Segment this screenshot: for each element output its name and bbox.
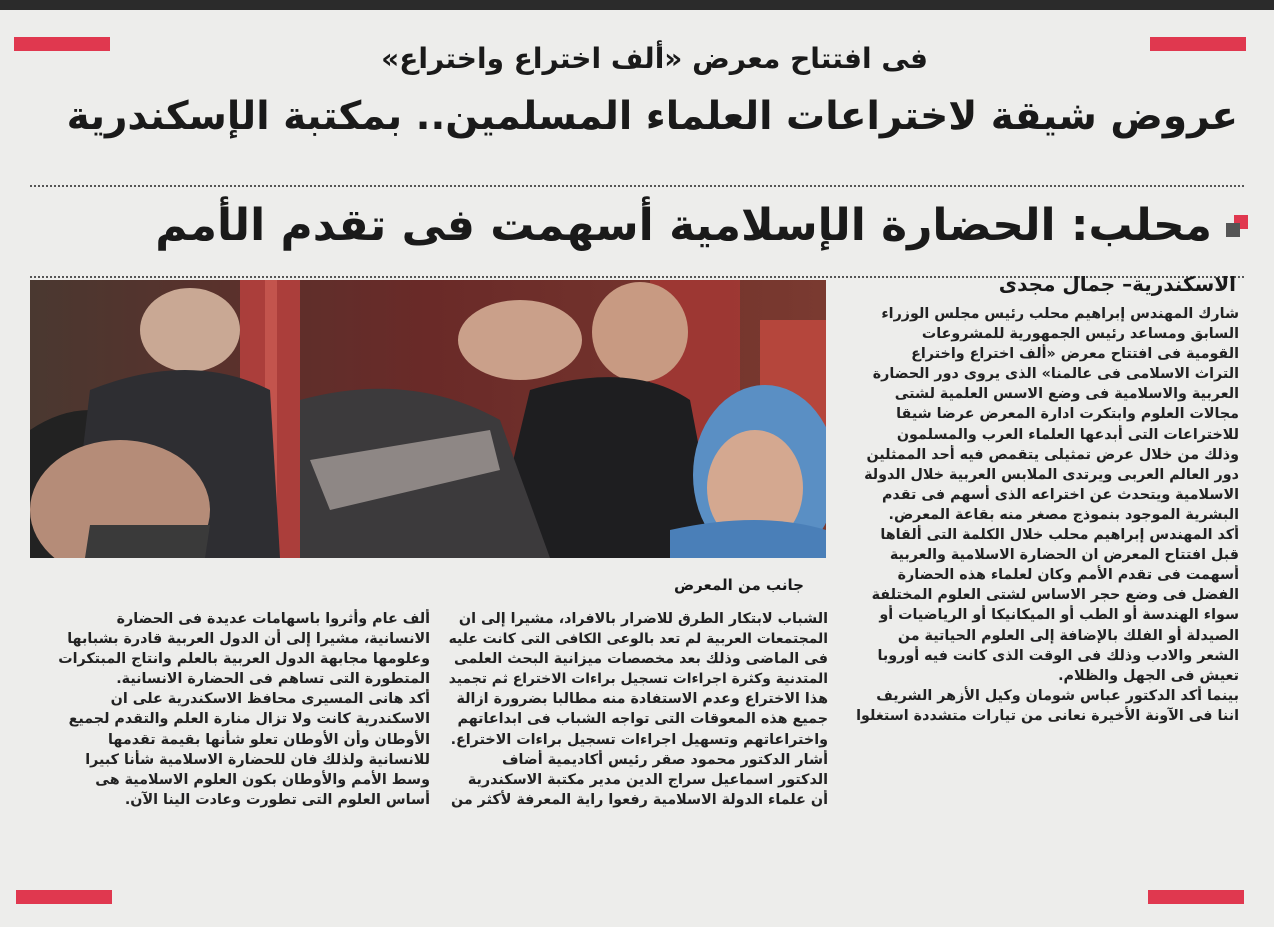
column-line: وعلومها مجابهة الدول العربية بالعلم وانتاج المبتكرات — [58, 651, 430, 668]
column-line: أكد هانى المسيرى محافظ الاسكندرية على ان — [110, 691, 430, 708]
column-line: مجالات العلوم وابتكرت ادارة المعرض عرضا شيقا — [896, 406, 1239, 423]
red-rule-top-right — [1150, 37, 1246, 51]
dotted-divider — [30, 185, 1244, 187]
column-line: أكد المهندس إبراهيم محلب خلال الكلمة التى ألقاها — [880, 527, 1239, 544]
subheadline: محلب: الحضارة الإسلامية أسهمت فى تقدم الأمم — [155, 200, 1212, 251]
column-line: بينما أكد الدكتور عباس شومان وكيل الأزهر الشريف — [876, 687, 1239, 704]
column-line: للانسانية ولذلك فان للحضارة الاسلامية شأنا كبيرا — [85, 751, 430, 768]
column-line: الأوطان وأن الأوطان تعلو شأنها بقيمة تقدمها — [108, 731, 430, 748]
column-line: أن علماء الدولة الاسلامية رفعوا راية المعرفة لأكثر من — [450, 791, 828, 808]
column-line: التراث الاسلامى فى عالمنا» الذى يروى دور الحضارة — [872, 366, 1239, 383]
column-line: أساس العلوم التى تطورت وعادت الينا الآن. — [124, 791, 430, 808]
column-line: المجتمعات العربية لم تعد بالوعى الكافى التى كانت عليه — [448, 631, 828, 648]
column-line: الشباب لابتكار الطرق للاضرار بالافراد، مشيرا إلى ان — [458, 611, 828, 627]
column-line: جميع هذه المعوقات التى تواجه الشباب فى ابداعاتهم — [457, 711, 828, 728]
red-rule-bottom-left — [16, 890, 112, 904]
red-rule-bottom-right — [1148, 890, 1244, 904]
byline: الاسكندرية– جمال مجدى — [998, 272, 1236, 296]
column-line: المتطورة التى تساهم فى الحضارة الانسانية. — [116, 671, 430, 688]
column-line: اننا فى الآونة الأخيرة نعانى من تيارات متشددة استغلوا — [856, 707, 1239, 724]
headline: عروض شيقة لاختراعات العلماء المسلمين.. بمكتبة الإسكندرية — [66, 94, 1238, 139]
column-line: الصيدلة أو الفلك بالإضافة إلى العلوم الحياتية من — [897, 627, 1239, 644]
column-line: قبل افتتاح المعرض ان الحضارة الاسلامية والعربية — [889, 547, 1239, 564]
column-line: فى الماضى وذلك بعد مخصصات ميزانية البحث العلمى — [454, 651, 828, 668]
column-line: الاسكندرية كانت ولا تزال منارة العلم والتقدم لجميع — [68, 711, 430, 728]
column-line: السابق ومساعد رئيس الجمهورية للمشروعات — [921, 326, 1239, 343]
article-column-3 — [28, 609, 430, 810]
column-line: وذلك من خلال عرض تمثيلى يتقمص فيه أحد الممثلين — [866, 446, 1239, 463]
column-line: الفضل فى وضع حجر الاساس لشتى العلوم المختلفة — [871, 587, 1239, 604]
kicker: فى افتتاح معرض «ألف اختراع واختراع» — [381, 42, 928, 75]
column-line: أسهمت فى تقدم الأمم وكان لعلماء هذه الحضارة — [897, 567, 1239, 584]
article-column-2 — [444, 609, 828, 810]
column-line: هذا الاختراع وعدم الاستفادة منه مطالبا بضرورة ازالة — [456, 691, 828, 708]
article-photo — [30, 280, 826, 558]
red-rule-top-left — [14, 37, 110, 51]
column-line: واختراعاتهم وتسهيل اجراءات تسجيل براءات الاختراع. — [450, 731, 828, 748]
column-line: دور العالم العربى ويرتدى الملابس العربية خلال الدولة — [864, 466, 1239, 483]
column-line: وسط الأمم والأوطان بكون العلوم الاسلامية هى — [95, 771, 430, 788]
column-line: الانسانية، مشيرا إلى أن الدول العربية قادرة بشبابها — [67, 631, 430, 648]
subhead-marker-icon — [1226, 215, 1248, 237]
column-line: العربية والاسلامية فى وضع الاسس العلمية لشتى — [894, 386, 1239, 403]
column-line: المتدنية وكثرة اجراءات تسجيل براءات الاختراع ثم تجميد — [448, 671, 828, 688]
column-line: ألف عام وأثروا باسهامات عديدة فى الحضارة — [116, 611, 430, 627]
photo-caption: جانب من المعرض — [674, 576, 804, 594]
column-line: الاسلامية ويتحدث عن اختراعه الذى أسهم فى تقدم — [881, 486, 1239, 503]
column-line: تعيش فى الجهل والظلام. — [1058, 667, 1239, 684]
column-line: الدكتور اسماعيل سراج الدين مدير مكتبة الاسكندرية — [467, 771, 828, 788]
column-line: البشرية الموجود بنموذج مصغر منه بقاعة المعرض. — [888, 506, 1239, 523]
article-column-1 — [827, 304, 1239, 726]
newspaper-clipping — [0, 10, 1274, 927]
column-line: للاختراعات التى أبدعها العلماء العرب والمسلمون — [896, 426, 1239, 443]
column-line: شارك المهندس إبراهيم محلب رئيس مجلس الوزراء — [881, 306, 1239, 322]
column-line: الشعر والادب وذلك فى الوقت الذى كانت فيه أوروبا — [877, 647, 1239, 664]
column-line: سواء الهندسة أو الطب أو الميكانيكا أو الرياضيات أو — [879, 607, 1239, 624]
column-line: القومية فى افتتاح معرض «ألف اختراع واختراع — [911, 346, 1239, 363]
column-line: أشار الدكتور محمود صقر رئيس أكاديمية أضاف — [501, 751, 828, 768]
